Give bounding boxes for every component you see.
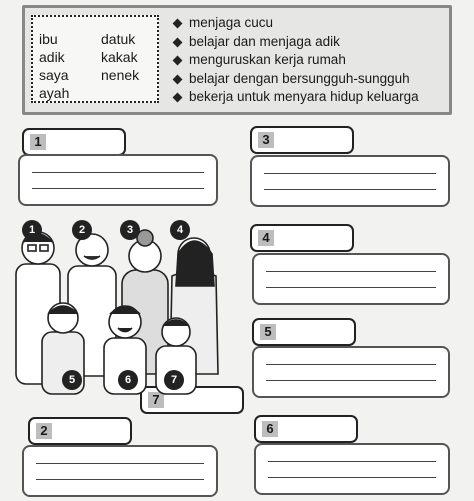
family-drawing [8,214,228,400]
figure-badge-7: 7 [164,370,184,390]
answer-box-1[interactable] [18,154,218,206]
task-item [173,70,419,89]
word-saya: saya [39,67,69,83]
answer-box-3[interactable] [250,155,450,207]
answer-line [32,172,204,173]
figure-badge-6: 6 [118,370,138,390]
task-text: belajar dan menjaga adik [189,33,340,49]
answer-line [266,287,436,288]
answer-line [36,479,204,480]
slot-number: 3 [258,132,274,148]
label-box-2[interactable] [28,417,132,445]
diamond-bullet-icon [173,93,183,103]
answer-line [266,380,436,381]
word-nenek: nenek [101,67,140,83]
answer-box-4[interactable] [252,253,450,305]
figure-badge-5: 5 [62,370,82,390]
answer-line [268,461,436,462]
answer-box-5[interactable] [252,346,450,398]
label-box-3[interactable] [250,126,354,154]
task-item [173,88,419,107]
label-box-1[interactable] [22,128,126,156]
slot-number: 1 [30,134,46,150]
diamond-bullet-icon [173,74,183,84]
word-ayah: ayah [39,85,70,101]
label-box-5[interactable] [252,318,356,346]
slot-number: 6 [262,421,278,437]
answer-line [36,463,204,464]
diamond-bullet-icon [173,56,183,66]
slot-number: 7 [148,392,164,408]
label-box-6[interactable] [254,415,358,443]
slot-number: 4 [258,230,274,246]
task-item [173,33,419,52]
figure-badge-3: 3 [120,220,140,240]
task-text: menguruskan kerja rumah [189,52,346,68]
answer-box-2[interactable] [22,445,218,497]
figure-badge-1: 1 [22,220,42,240]
family-illustration [8,214,228,400]
task-item [173,14,419,33]
figure-badge-2: 2 [72,220,92,240]
answer-line [266,364,436,365]
word-kakak: kakak [101,49,138,65]
figure-badge-4: 4 [170,220,190,240]
word-bank-panel [22,5,452,115]
task-item [173,51,419,70]
word-datuk: datuk [101,31,136,47]
task-text: belajar dengan bersungguh-sungguh [189,70,410,86]
word-ibu: ibu [39,31,58,47]
task-text: bekerja untuk menyara hidup keluarga [189,89,419,105]
word-adik: adik [39,49,65,65]
answer-line [32,188,204,189]
slot-number: 2 [36,423,52,439]
task-text: menjaga cucu [189,15,274,30]
answer-line [264,189,436,190]
task-list [173,14,419,107]
label-box-4[interactable] [250,224,354,252]
answer-line [266,271,436,272]
word-bank [31,15,159,103]
diamond-bullet-icon [173,37,183,47]
slot-number: 5 [260,324,276,340]
diamond-bullet-icon [173,19,183,29]
answer-line [264,173,436,174]
answer-line [268,477,436,478]
answer-box-6[interactable] [254,443,450,495]
